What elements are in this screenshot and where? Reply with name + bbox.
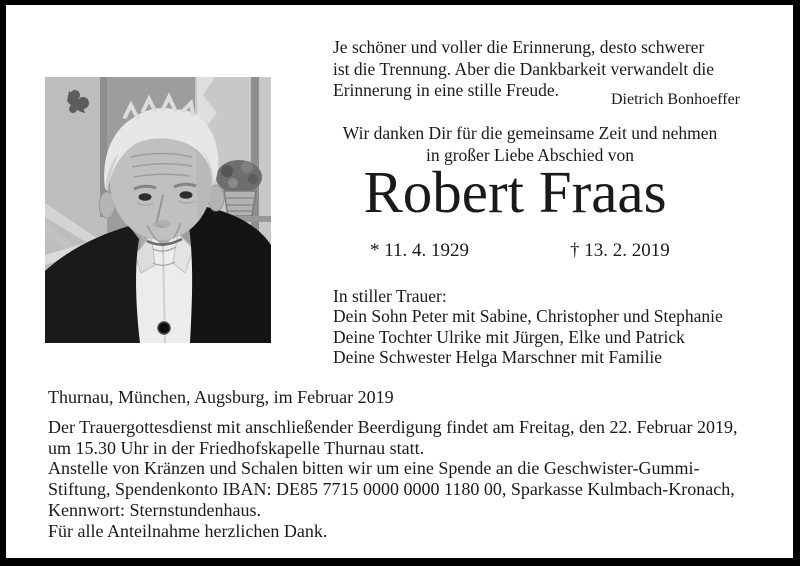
jacket-button bbox=[158, 322, 170, 334]
details-line: Der Trauergottesdienst mit anschließender Beerdigung findet am Freitag, den 22. Februar 2019, bbox=[48, 417, 738, 437]
funeral-details bbox=[48, 417, 768, 541]
deceased-name: Robert Fraas bbox=[363, 159, 667, 225]
details-line: Für alle Anteilnahme herzlichen Dank. bbox=[48, 520, 328, 541]
quote-line: ist die Trennung. Aber die Dankbarkeit verwandelt die bbox=[333, 58, 715, 79]
mourner-line: Dein Sohn Peter mit Sabine, Christopher und Stephanie bbox=[333, 306, 723, 327]
details-line: um 15.30 Uhr in der Friedhofskapelle Thurnau statt. bbox=[48, 437, 425, 458]
mourners-heading: In stiller Trauer: bbox=[333, 286, 447, 306]
death-date: † 13. 2. 2019 bbox=[570, 240, 670, 261]
portrait-illustration bbox=[45, 77, 271, 343]
intro-line: Wir danken Dir für die gemeinsame Zeit und nehmen bbox=[342, 123, 718, 143]
details-line: Stiftung, Spendenkonto IBAN: DE85 7715 0000 0000 1180 00, Sparkasse Kulmbach-Kronach, bbox=[48, 479, 735, 500]
intro-line: in großer Liebe Abschied von bbox=[425, 144, 634, 165]
place-date-line: Thurnau, München, Augsburg, im Februar 2019 bbox=[48, 387, 394, 407]
birth-date: * 11. 4. 1929 bbox=[370, 240, 470, 261]
portrait-photo bbox=[45, 77, 271, 343]
quote-line: Je schöner und voller die Erinnerung, desto schwerer bbox=[333, 37, 705, 57]
details-line: Anstelle von Kränzen und Schalen bitten wir um eine Spende an die Geschwister-Gummi- bbox=[48, 458, 700, 479]
quote-line: Erinnerung in eine stille Freude. bbox=[333, 80, 559, 100]
mourner-line: Deine Tochter Ulrike mit Jürgen, Elke und Patrick bbox=[333, 326, 685, 347]
mourners-list bbox=[333, 286, 763, 367]
mourner-line: Deine Schwester Helga Marschner mit Familie bbox=[333, 346, 662, 367]
quote-attribution: Dietrich Bonhoeffer bbox=[611, 91, 740, 108]
details-line: Kennwort: Sternstundenhaus. bbox=[48, 499, 261, 520]
